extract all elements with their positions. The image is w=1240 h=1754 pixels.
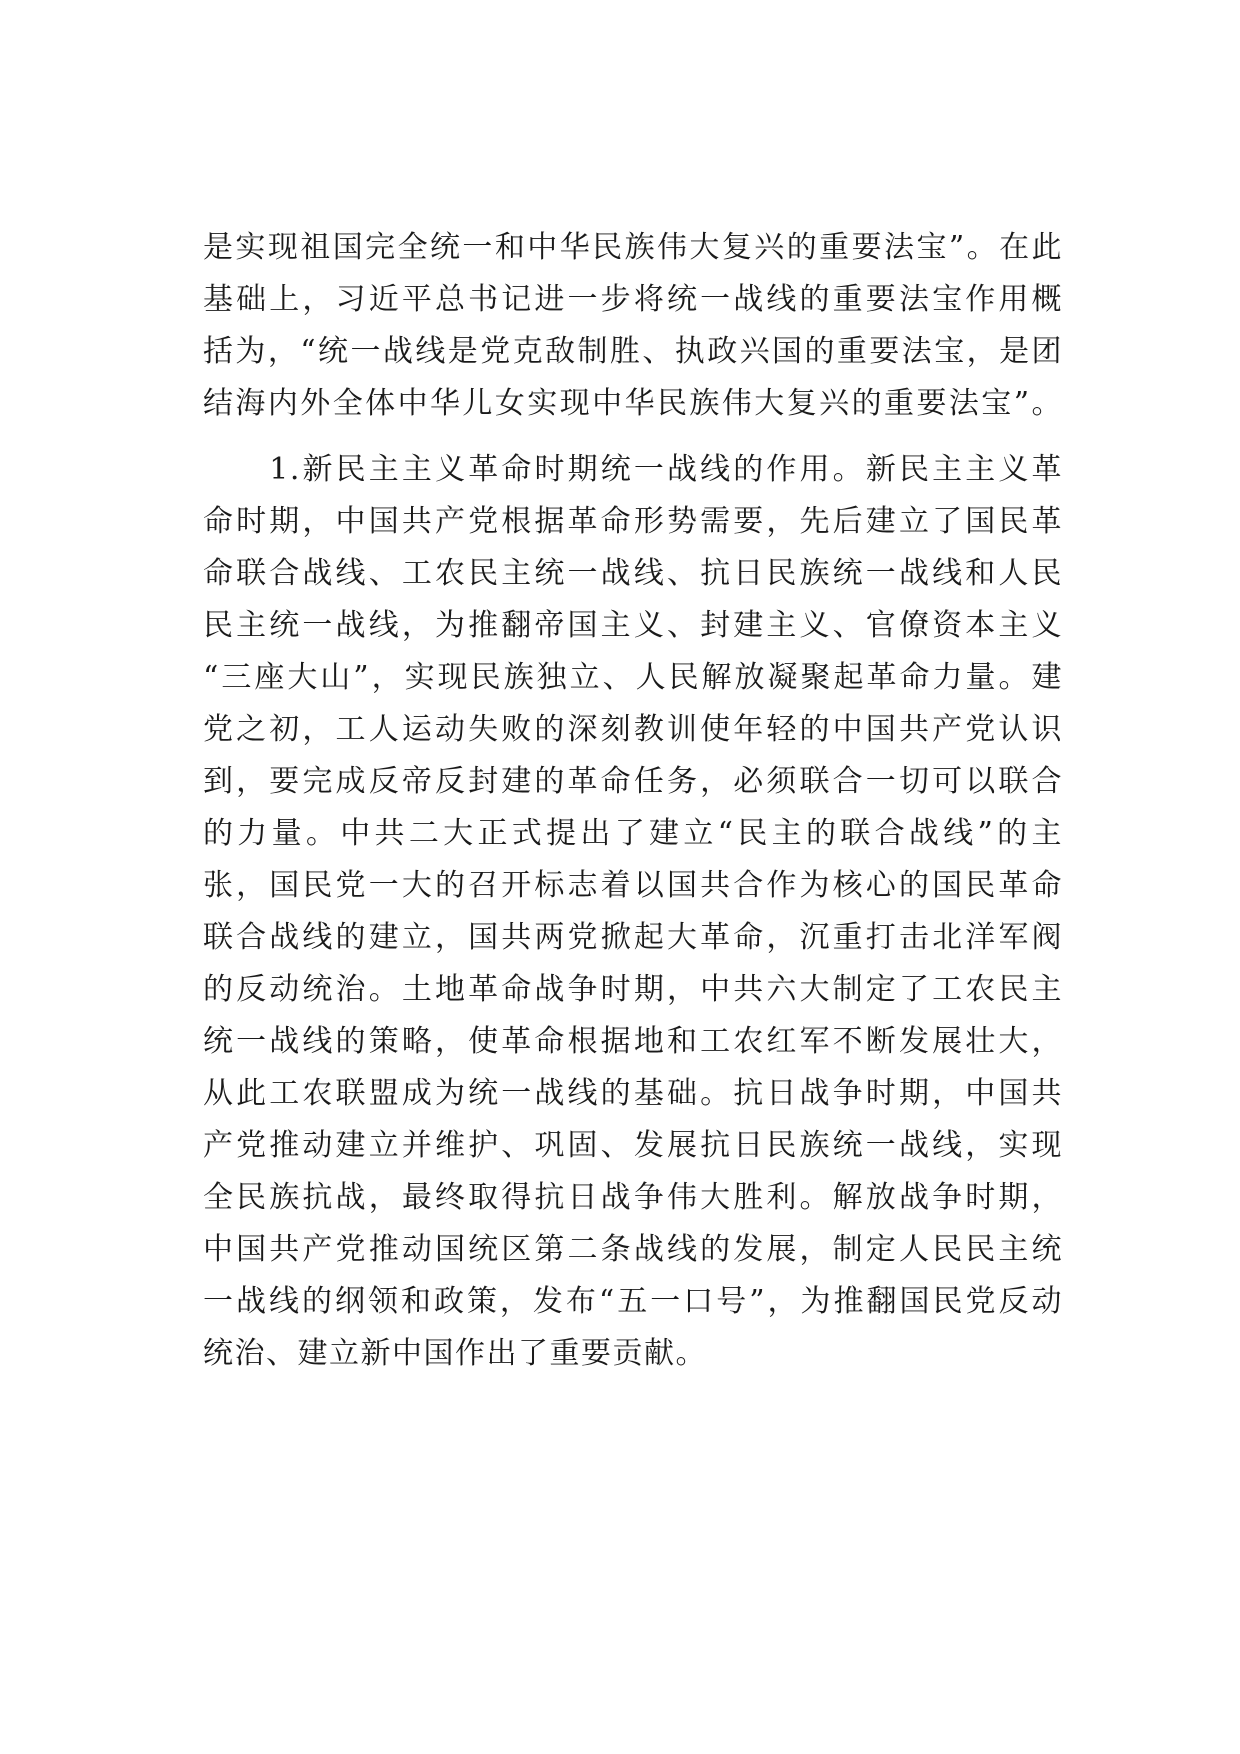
text-line: 联合战线的建立，国共两党掀起大革命，沉重打击北洋军阀	[203, 920, 1063, 955]
text-line: 从此工农联盟成为统一战线的基础。抗日战争时期，中国共	[203, 1076, 1063, 1111]
text-line: 到，要完成反帝反封建的革命任务，必须联合一切可以联合	[203, 764, 1063, 799]
text-line: 张，国民党一大的召开标志着以国共合作为核心的国民革命	[203, 868, 1063, 903]
text-line: 一战线的纲领和政策，发布“五一口号”，为推翻国民党反动	[203, 1284, 1063, 1319]
text-line: 括为，“统一战线是党克敌制胜、执政兴国的重要法宝，是团	[203, 334, 1063, 369]
text-line: 1.新民主主义革命时期统一战线的作用。新民主主义革	[203, 452, 1063, 487]
text-line: 的反动统治。土地革命战争时期，中共六大制定了工农民主	[203, 972, 1063, 1007]
text-line: 命时期，中国共产党根据革命形势需要，先后建立了国民革	[203, 504, 1063, 539]
text-line: 基础上，习近平总书记进一步将统一战线的重要法宝作用概	[203, 282, 1063, 317]
paragraph-1	[203, 222, 1063, 430]
text-line: 产党推动建立并维护、巩固、发展抗日民族统一战线，实现	[203, 1128, 1063, 1163]
text-line: 党之初，工人运动失败的深刻教训使年轻的中国共产党认识	[203, 712, 1063, 747]
text-line: 统治、建立新中国作出了重要贡献。	[203, 1336, 707, 1371]
text-line: 中国共产党推动国统区第二条战线的发展，制定人民民主统	[203, 1232, 1063, 1267]
text-line: 的力量。中共二大正式提出了建立“民主的联合战线”的主	[203, 816, 1063, 851]
text-line: 统一战线的策略，使革命根据地和工农红军不断发展壮大，	[203, 1024, 1063, 1059]
text-line: 是实现祖国完全统一和中华民族伟大复兴的重要法宝”。在此	[203, 230, 1063, 265]
text-line: 全民族抗战，最终取得抗日战争伟大胜利。解放战争时期，	[203, 1180, 1063, 1215]
paragraph-2	[203, 444, 1063, 1380]
text-line: 命联合战线、工农民主统一战线、抗日民族统一战线和人民	[203, 556, 1063, 591]
paragraph-gap	[203, 430, 1063, 444]
text-line: 结海内外全体中华儿女实现中华民族伟大复兴的重要法宝”。	[203, 386, 1063, 421]
text-line: 民主统一战线，为推翻帝国主义、封建主义、官僚资本主义	[203, 608, 1063, 643]
text-line: “三座大山”，实现民族独立、人民解放凝聚起革命力量。建	[203, 660, 1063, 695]
body-text	[203, 222, 1063, 1380]
